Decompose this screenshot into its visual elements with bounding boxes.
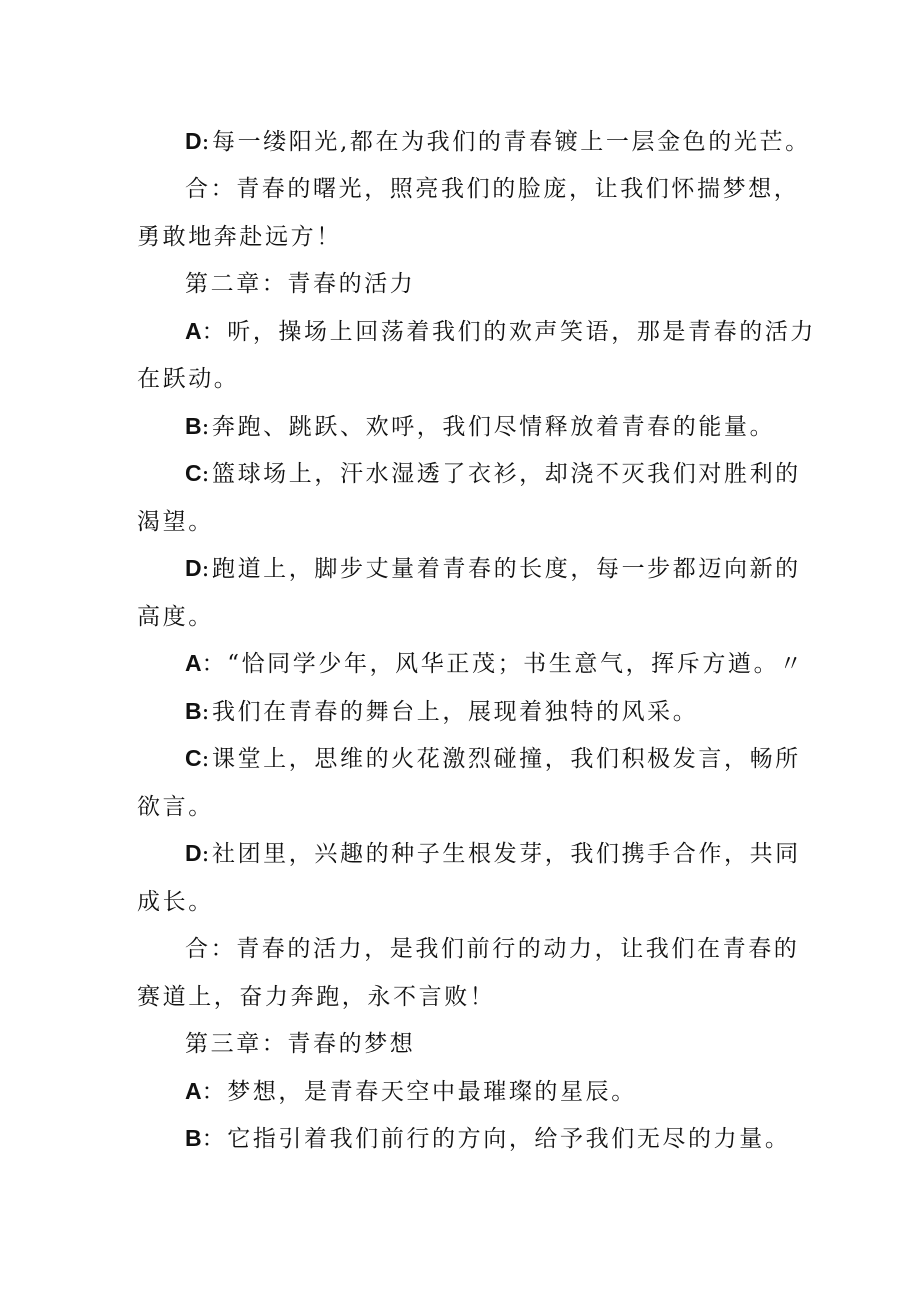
speaker-label: D: [185, 128, 202, 154]
line-text: ：它指引着我们前行的方向，给予我们无尽的力量。: [201, 1126, 791, 1152]
line-text: 渴望。: [137, 509, 214, 535]
line-text: 合：青春的曙光，照亮我们的脸庞，让我们怀揣梦想，: [185, 176, 800, 202]
dialogue-line: [0, 316, 920, 347]
line-text: ：听，操场上回荡着我们的欢声笑语，那是青春的活力: [201, 319, 817, 345]
dialogue-line: [0, 743, 920, 774]
dialogue-line: [0, 1123, 920, 1154]
continuation-line: [0, 363, 920, 394]
line-text: ：“恰同学少年，风华正茂；书生意气，挥斥方遒。〃: [201, 651, 805, 677]
line-text: :奔跑、跳跃、欢呼，我们尽情释放着青春的能量。: [201, 414, 776, 440]
line-text: 成长。: [137, 889, 214, 915]
continuation-line: [0, 601, 920, 632]
speaker-label: A: [185, 318, 202, 344]
continuation-line: [0, 506, 920, 537]
line-text: :跑道上，脚步丈量着青春的长度，每一步都迈向新的: [201, 556, 801, 582]
dialogue-line: [0, 126, 920, 157]
line-text: 在跃动。: [137, 366, 240, 392]
dialogue-line: [0, 838, 920, 869]
line-text: 高度。: [137, 604, 214, 630]
dialogue-line: [0, 1076, 920, 1107]
dialogue-line: [0, 458, 920, 489]
speaker-label: B: [185, 1125, 202, 1151]
line-text: :社团里，兴趣的种子生根发芽，我们携手合作，共同: [201, 841, 801, 867]
speaker-label: A: [185, 650, 202, 676]
line-text: 勇敢地奔赴远方！: [137, 224, 342, 250]
speaker-label: B: [185, 413, 202, 439]
line-text: 合：青春的活力，是我们前行的动力，让我们在青春的: [185, 936, 800, 962]
continuation-line: [0, 886, 920, 917]
line-text: 赛道上，奋力奔跑，永不言败！: [137, 984, 496, 1010]
line-text: 第二章：青春的活力: [185, 271, 416, 297]
continuation-line: [0, 981, 920, 1012]
speaker-label: D: [185, 840, 202, 866]
dialogue-line: [0, 553, 920, 584]
speaker-label: D: [185, 555, 202, 581]
chapter-heading: [0, 1028, 920, 1059]
speaker-label: B: [185, 698, 202, 724]
chapter-heading: [0, 268, 920, 299]
line-text: ：梦想，是青春天空中最璀璨的星辰。: [201, 1079, 637, 1105]
dialogue-line: [0, 648, 920, 679]
line-text: :课堂上，思维的火花激烈碰撞，我们积极发言，畅所: [201, 746, 801, 772]
speaker-label: A: [185, 1078, 202, 1104]
line-text: 第三章：青春的梦想: [185, 1031, 416, 1057]
line-text: :每一缕阳光,都在为我们的青春镀上一层金色的光芒。: [201, 129, 811, 155]
speaker-label: C: [185, 745, 202, 771]
line-text: :我们在青春的舞台上，展现着独特的风采。: [201, 699, 699, 725]
dialogue-line: [0, 933, 920, 964]
dialogue-line: [0, 411, 920, 442]
dialogue-line: [0, 696, 920, 727]
line-text: 欲言。: [137, 794, 214, 820]
line-text: :篮球场上，汗水湿透了衣衫，却浇不灭我们对胜利的: [201, 461, 801, 487]
continuation-line: [0, 791, 920, 822]
dialogue-line: [0, 173, 920, 204]
speaker-label: C: [185, 460, 202, 486]
continuation-line: [0, 221, 920, 252]
